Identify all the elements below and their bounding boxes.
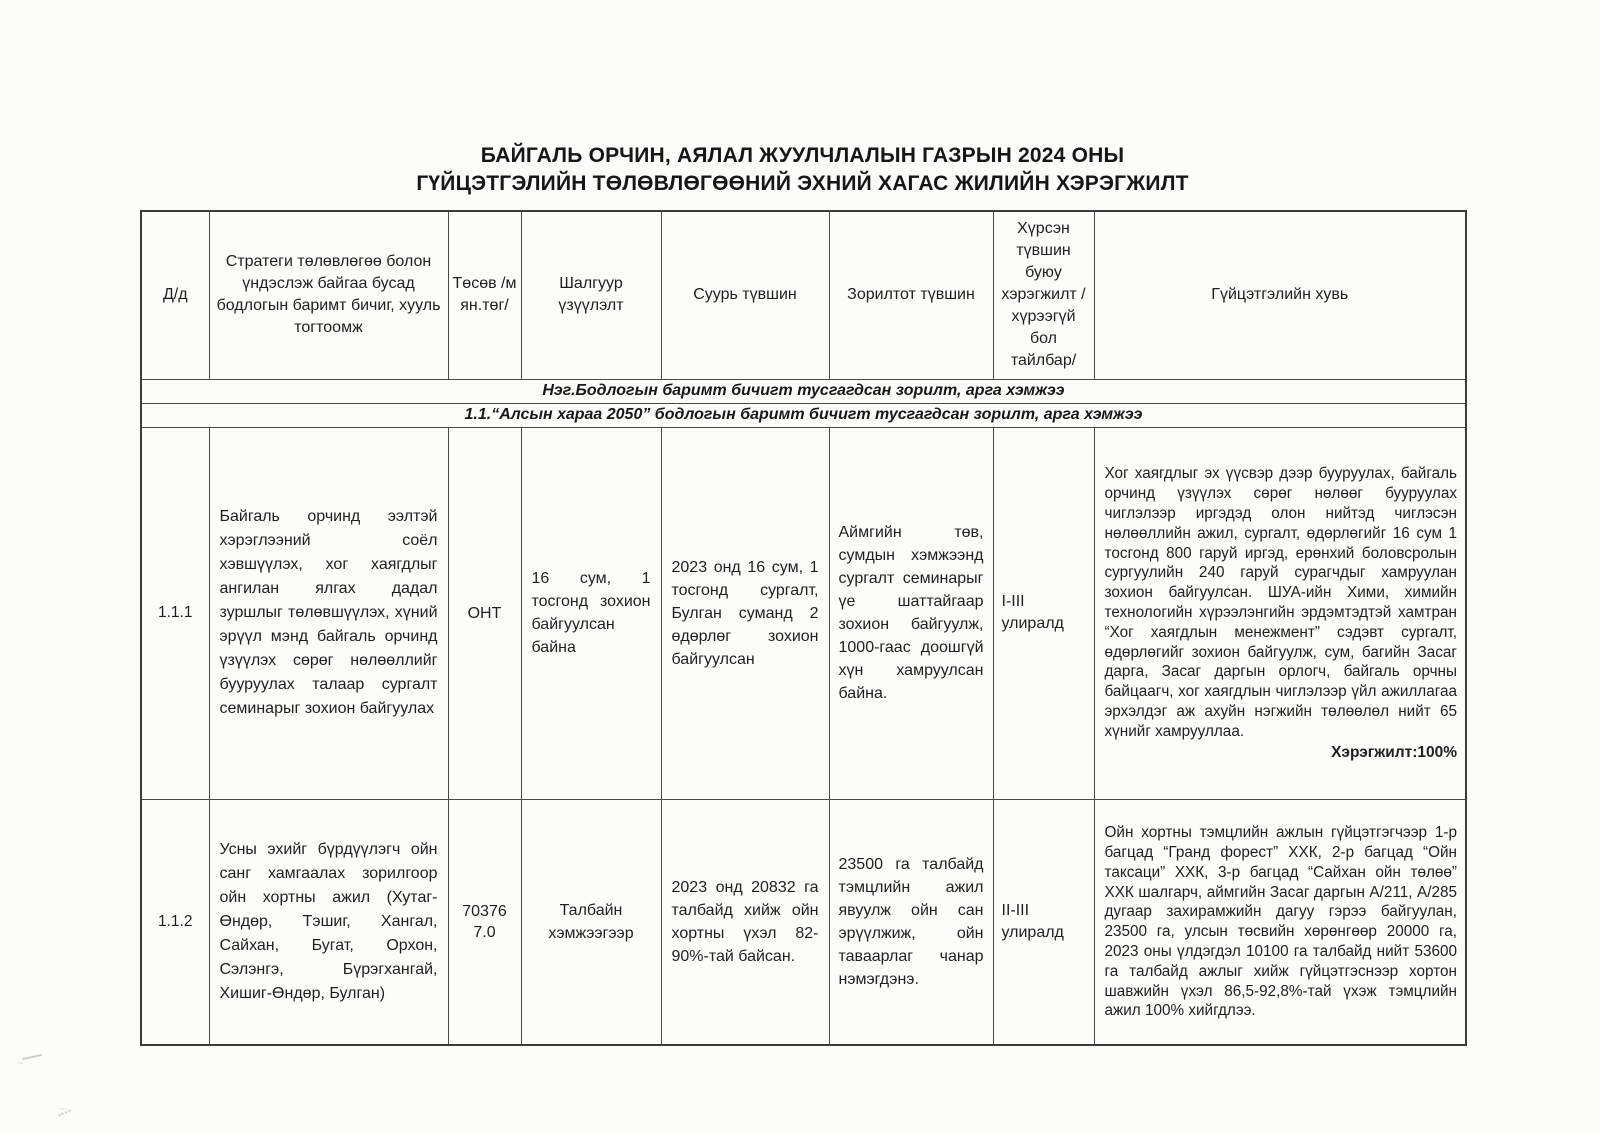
row-2-base-level bbox=[661, 799, 829, 1045]
header-num: Д/д bbox=[141, 211, 209, 379]
section-row-one-one bbox=[141, 403, 1466, 427]
header-budget: Төсөв /мян.төг/ bbox=[448, 211, 521, 379]
table-row bbox=[141, 799, 1466, 1045]
header-strategy-text: Стратеги төлөвлөгөө болон үндэслэж байгаа бусад бодлогын баримт бичиг, хууль тогтоомж bbox=[216, 253, 441, 337]
row-1-strategy-text: Байгаль орчинд ээлтэй хэрэглээний соёл хэвшүүлэх, хог хаягдлыг ангилан ялгах дадал зуршлыг төлөвшүүлэх, хүний эрүүл мэнд байгаль орчинд үзүүлэх сөрөг нөлөөллийг бууруулах талаар сургалт семинарыг зохион байгуулах bbox=[219, 508, 438, 717]
performance-report-table bbox=[140, 210, 1467, 1046]
row-1-target-level bbox=[829, 427, 993, 799]
row-2-target-level bbox=[829, 799, 993, 1045]
row-2-base-level-text: 2023 онд 20832 га талбайд хийж ойн хортны үхэл 82-90%-тай байсан. bbox=[671, 878, 819, 965]
header-reached-level: Хүрсэн түвшин буюу хэрэгжилт /хүрээгүй бол тайлбар/ bbox=[993, 211, 1094, 379]
row-2-budget: 703767.0 bbox=[448, 799, 521, 1045]
row-1-performance bbox=[1094, 427, 1466, 799]
section-one-title: Нэг.Бодлогын баримт бичигт тусгагдсан зорилт, арга хэмжээ bbox=[141, 379, 1466, 403]
row-1-num: 1.1.1 bbox=[141, 427, 209, 799]
row-1-budget: ОНТ bbox=[448, 427, 521, 799]
row-1-performance-result: Хэрэгжилт:100% bbox=[1331, 743, 1457, 761]
row-2-performance bbox=[1094, 799, 1466, 1045]
section-row-one bbox=[141, 379, 1466, 403]
header-performance bbox=[1094, 211, 1466, 379]
document-title bbox=[140, 142, 1465, 198]
header-target-level: Зорилтот түвшин bbox=[829, 211, 993, 379]
row-2-strategy bbox=[209, 799, 448, 1045]
row-1-indicator bbox=[521, 427, 661, 799]
row-2-reached-level: II-III улиралд bbox=[993, 799, 1094, 1045]
row-1-performance-text: Хог хаягдлыг эх үүсвэр дээр бууруулах, байгаль орчинд үзүүлэх сөрөг нөлөөг бууруулах чиглэлээр иргэдэд олон нийтэд чиглэсэн нөлөөллийн ажил, сургалт, өдөрлөгийг 16 сум 1 тосгонд 800 гаруй иргэд, ерөнхий боловсролын сургуулийн 240 гаруй сурагчдыг хамруулан зохион байгуулсан. ШУА-ийн Хими, химийн технологийн хүрээлэнгийн эрдэмтэдтэй хамтран “Хог хаягдлын менежмент” сэдэвт сургалт, өдөрлөгийг зохион байгуулж, сум, багийн Засаг дарга, Засаг даргын орлогч, байгаль орчны байцаагч, хог хаягдлын чиглэлээр үйл ажиллагаа эрхэлдэг аж ахуйн нэгжийн төлөөлөл нийт 65 хүнийг хамрууллаа. bbox=[1104, 465, 1457, 740]
header-indicator: Шалгуур үзүүлэлт bbox=[521, 211, 661, 379]
document-title-line1: БАЙГАЛЬ ОРЧИН, АЯЛАЛ ЖУУЛЧЛАЛЫН ГАЗРЫН 2024 ОНЫ bbox=[480, 144, 1125, 167]
pencil-mark-icon bbox=[58, 1109, 71, 1116]
row-2-target-level-text: 23500 га талбайд тэмцлийн ажил явуулж ойн сан эрүүлжиж, ойн таваарлаг чанар нэмэгдэнэ. bbox=[838, 855, 984, 988]
header-strategy bbox=[209, 211, 448, 379]
row-2-performance-text: Ойн хортны тэмцлийн ажлын гүйцэтгэгчээр 1-р багцад “Гранд форест” ХХК, 2-р багцад “Ойн таксаци” ХХК, 3-р багцад “Сайхан ойн төлөө” ХХК шалгарч, аймгийн Засаг даргын А/211, А/285 дугаар захирамжийн дагуу гэрээ байгуулан, 23500 га, улсын төсвийн хөрөнгөөр 20000 га, 2023 оны үлдэгдэл 10100 га талбайд нийт 53600 га талбайд ажлыг хийж гүйцэтгэснээр хортон шавжийн үхэл 86,5-92,8%-тай үхэж тэмцлийн ажил 100% хийгдлээ. bbox=[1104, 824, 1457, 1020]
header-base-level: Суурь түвшин bbox=[661, 211, 829, 379]
row-1-indicator-text: 16 сум, 1 тосгонд зохион байгуулсан байна bbox=[531, 570, 651, 656]
row-2-indicator-text: Талбайн хэмжээгээр bbox=[548, 901, 634, 942]
row-1-target-level-text: Аймгийн төв, сумдын хэмжээнд сургалт семинарыг үе шаттайгаар зохион байгуулж, 1000-гаас доошгүй хүн хамруулсан байна. bbox=[838, 524, 984, 702]
table-header-row bbox=[141, 211, 1466, 379]
header-performance-text: Гүйцэтгэлийн хувь bbox=[1211, 286, 1349, 304]
row-1-base-level bbox=[661, 427, 829, 799]
document-title-line2: ГҮЙЦЭТГЭЛИЙН ТӨЛӨВЛӨГӨӨНИЙ ЭХНИЙ ХАГАС ЖИЛИЙН ХЭРЭГЖИЛТ bbox=[416, 172, 1189, 195]
row-2-indicator bbox=[521, 799, 661, 1045]
section-one-one-title: 1.1.“Алсын хараа 2050” бодлогын баримт бичигт тусгагдсан зорилт, арга хэмжээ bbox=[141, 403, 1466, 427]
row-1-base-level-text: 2023 онд 16 сум, 1 тосгонд сургалт, Булган суманд 2 өдөрлөг зохион байгуулсан bbox=[671, 558, 819, 668]
row-1-strategy bbox=[209, 427, 448, 799]
row-2-strategy-text: Усны эхийг бүрдүүлэгч ойн санг хамгаалах зорилгоор ойн хортны ажил (Хутаг-Өндөр, Тэшиг, Хангал, Сайхан, Бугат, Орхон, Сэлэнгэ, Бүрэгхангай, Хишиг-Өндөр, Булган) bbox=[219, 840, 438, 1002]
pencil-mark-icon bbox=[22, 1054, 42, 1060]
table-row bbox=[141, 427, 1466, 799]
row-2-num: 1.1.2 bbox=[141, 799, 209, 1045]
row-1-reached-level: I-III улиралд bbox=[993, 427, 1094, 799]
